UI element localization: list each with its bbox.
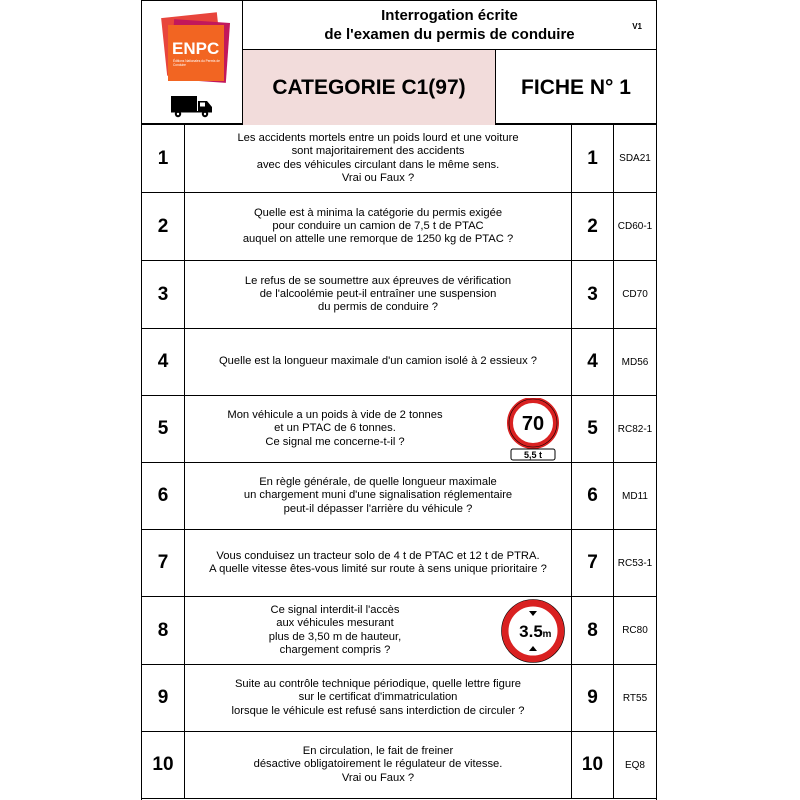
question-number: 4 xyxy=(142,329,185,395)
question-cell xyxy=(185,261,572,328)
question-text: Le refus de se soumettre aux épreuves de vérification de l'alcoolémie peut-il entraîner une suspension du permis de conduire ? xyxy=(244,274,512,314)
question-number: 9 xyxy=(142,665,185,731)
sign-weight-panel: 5,5 t xyxy=(523,450,543,460)
question-number: 6 xyxy=(142,463,185,529)
question-number: 8 xyxy=(142,597,185,664)
question-number-right: 10 xyxy=(572,732,614,798)
question-cell xyxy=(185,732,572,798)
question-cell xyxy=(185,597,572,664)
question-cell xyxy=(185,193,572,260)
question-row xyxy=(142,193,656,261)
question-cell xyxy=(185,329,572,395)
sign-height-unit: m xyxy=(542,629,552,640)
question-code: EQ8 xyxy=(624,759,645,771)
question-cell xyxy=(185,396,572,462)
question-text: Les accidents mortels entre un poids lourd et une voiture sont majoritairement des accidents avec des véhicules circulant dans le même sens. Vrai ou Faux ? xyxy=(237,131,519,184)
question-code: CD70 xyxy=(622,289,648,300)
exam-title xyxy=(243,1,656,50)
question-cell xyxy=(185,463,572,529)
truck-icon xyxy=(170,93,214,119)
question-number: 3 xyxy=(142,261,185,328)
question-code: MD11 xyxy=(622,490,648,502)
question-number-right: 5 xyxy=(572,396,614,462)
question-row xyxy=(142,329,656,396)
title-line-2: de l'examen du permis de conduire xyxy=(324,26,575,43)
question-number-right: 6 xyxy=(572,463,614,529)
question-number: 5 xyxy=(142,396,185,462)
question-number-right: 9 xyxy=(572,665,614,731)
question-number-right: 2 xyxy=(572,193,614,260)
question-text: En règle générale, de quelle longueur maximale un chargement muni d'une signalisation réglementaire peut-il dépasser l'arrière du véhicule ? xyxy=(243,476,513,515)
question-code: SDA21 xyxy=(619,153,651,164)
question-code: RC53-1 xyxy=(617,557,653,569)
question-number-right: 1 xyxy=(572,125,614,192)
question-text: Mon véhicule a un poids à vide de 2 tonnes et un PTAC de 6 tonnes. Ce signal me concerne-t-il ? xyxy=(227,409,443,448)
question-row xyxy=(142,463,656,530)
question-text: En circulation, le fait de freiner désactive obligatoirement le régulateur de vitesse. Vrai ou Faux ? xyxy=(253,745,503,784)
speed-limit-sign-icon xyxy=(507,398,559,464)
question-code: RT55 xyxy=(622,692,648,704)
question-row xyxy=(142,597,656,665)
question-cell xyxy=(185,125,572,192)
logo-text: ENPC xyxy=(172,39,220,58)
question-row xyxy=(142,125,656,193)
question-text: Suite au contrôle technique périodique, quelle lettre figure sur le certificat d'immatriculation lorsque le véhicule est refusé sans interdiction de circuler ? xyxy=(231,678,525,717)
question-cell xyxy=(185,530,572,596)
question-code: RC82-1 xyxy=(617,423,653,435)
sign-speed-value: 70 xyxy=(521,413,545,435)
question-number-right: 3 xyxy=(572,261,614,328)
question-text: Quelle est à minima la catégorie du permis exigée pour conduire un camion de 7,5 t de PTAC auquel on attelle une remorque de 1250 kg de PTAC ? xyxy=(242,206,514,246)
enpc-logo xyxy=(164,15,226,85)
question-number-right: 7 xyxy=(572,530,614,596)
question-code: CD60-1 xyxy=(617,221,653,232)
question-number-right: 4 xyxy=(572,329,614,395)
fiche-number: FICHE N° 1 xyxy=(521,75,631,99)
title-line-1: Interrogation écrite xyxy=(381,7,518,24)
question-cell xyxy=(185,665,572,731)
logo-cell xyxy=(142,1,243,125)
question-code: MD56 xyxy=(621,356,649,368)
question-text: Ce signal interdit-il l'accès aux véhicules mesurant plus de 3,50 m de hauteur, chargement compris ? xyxy=(268,603,402,656)
category-label: CATEGORIE C1(97) xyxy=(243,50,496,125)
question-text: Vous conduisez un tracteur solo de 4 t de PTAC et 12 t de PTRA. A quelle vitesse êtes-vous limité sur route à sens unique prioritaire ? xyxy=(209,549,547,575)
logo-subtitle: Éditions Nationales du Permis de Conduire xyxy=(173,59,220,67)
question-number: 7 xyxy=(142,530,185,596)
question-row xyxy=(142,530,656,597)
question-number: 2 xyxy=(142,193,185,260)
question-row xyxy=(142,665,656,732)
question-number: 1 xyxy=(142,125,185,192)
question-text: Quelle est la longueur maximale d'un camion isolé à 2 essieux ? xyxy=(218,355,538,368)
version-label: V1 xyxy=(632,22,642,31)
sheet-header xyxy=(142,0,656,125)
question-number-right: 8 xyxy=(572,597,614,664)
question-row xyxy=(142,396,656,463)
question-row xyxy=(142,732,656,799)
question-row xyxy=(142,261,656,329)
question-code: RC80 xyxy=(622,625,648,636)
height-limit-sign-icon xyxy=(501,599,565,663)
sign-height-value: 3.5 xyxy=(519,622,543,641)
exam-sheet xyxy=(141,0,657,800)
question-number: 10 xyxy=(142,732,185,798)
